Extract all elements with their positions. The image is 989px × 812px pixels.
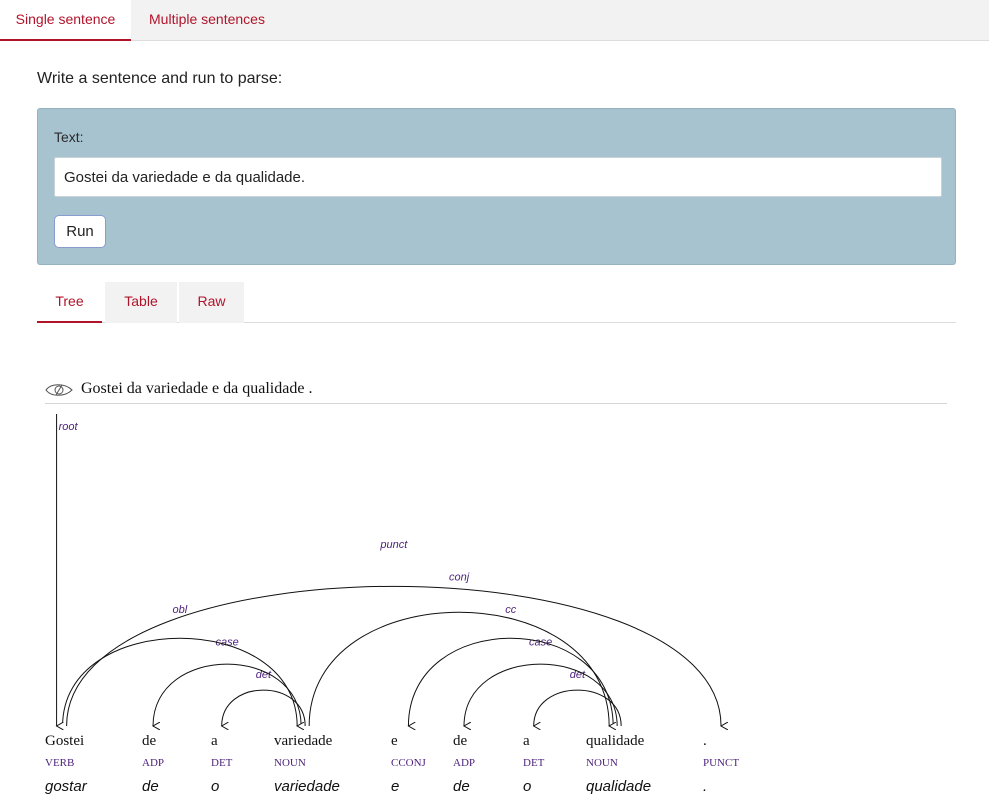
dependency-arc-conj bbox=[309, 612, 609, 726]
token-upos: DET bbox=[211, 757, 233, 769]
token-lemma: e bbox=[391, 778, 400, 795]
top-tab-bar bbox=[0, 0, 989, 41]
token-lemma: o bbox=[211, 778, 220, 795]
token-word: a bbox=[211, 733, 218, 749]
token-lemma: variedade bbox=[274, 778, 340, 795]
eye-icon[interactable] bbox=[45, 382, 73, 398]
token-lemma: de bbox=[453, 778, 470, 795]
token-upos: ADP bbox=[142, 757, 165, 769]
deprel-label: root bbox=[58, 421, 78, 433]
sentence-header bbox=[45, 380, 947, 404]
text-label: Text: bbox=[54, 129, 84, 145]
input-panel bbox=[37, 108, 956, 265]
dependency-tree-svg bbox=[0, 370, 989, 812]
dependency-arc-obl bbox=[63, 638, 298, 726]
token-lemma: o bbox=[523, 778, 532, 795]
token-lemma: gostar bbox=[45, 778, 87, 795]
token-lemma: qualidade bbox=[586, 778, 652, 795]
deprel-label: punct bbox=[380, 539, 408, 551]
token-upos: PUNCT bbox=[703, 757, 740, 769]
token-upos: ADP bbox=[453, 757, 476, 769]
token-word: variedade bbox=[274, 733, 333, 749]
token-word: qualidade bbox=[586, 733, 645, 749]
token-word: . bbox=[703, 733, 707, 749]
run-button[interactable]: Run bbox=[54, 215, 106, 248]
deprel-label: case bbox=[215, 636, 239, 649]
token-word: a bbox=[523, 733, 530, 749]
token-upos: DET bbox=[523, 757, 545, 769]
token-word: de bbox=[453, 733, 468, 749]
token-word: de bbox=[142, 733, 157, 749]
token-upos: CCONJ bbox=[391, 757, 426, 769]
token-upos: NOUN bbox=[586, 757, 618, 769]
sentence-text: Gostei da variedade e da qualidade . bbox=[81, 380, 313, 397]
dependency-arc-cc bbox=[408, 638, 613, 726]
token-lemma: . bbox=[703, 778, 708, 795]
tab-single-sentence[interactable]: Single sentence bbox=[0, 0, 131, 41]
tab-raw[interactable]: Raw bbox=[179, 282, 244, 323]
text-input[interactable] bbox=[54, 157, 942, 197]
tab-tree[interactable]: Tree bbox=[37, 282, 102, 323]
tab-multiple-sentences[interactable]: Multiple sentences bbox=[149, 11, 265, 27]
token-word: e bbox=[391, 733, 398, 749]
result-tab-bar bbox=[37, 282, 956, 323]
deprel-label: det bbox=[569, 669, 586, 681]
token-word: Gostei bbox=[45, 733, 85, 749]
tab-table[interactable]: Table bbox=[105, 282, 177, 323]
deprel-label: obl bbox=[172, 604, 188, 616]
dependency-arc-punct bbox=[67, 586, 721, 726]
token-upos: NOUN bbox=[274, 757, 306, 769]
deprel-label: det bbox=[255, 669, 272, 681]
token-lemma: de bbox=[142, 778, 159, 795]
intro-text: Write a sentence and run to parse: bbox=[37, 70, 283, 87]
dependency-tree bbox=[0, 370, 989, 812]
dependency-arc-case bbox=[153, 664, 301, 726]
deprel-label: case bbox=[528, 636, 553, 649]
token-upos: VERB bbox=[45, 757, 75, 769]
deprel-label: conj bbox=[449, 571, 470, 584]
deprel-label: cc bbox=[505, 604, 517, 616]
